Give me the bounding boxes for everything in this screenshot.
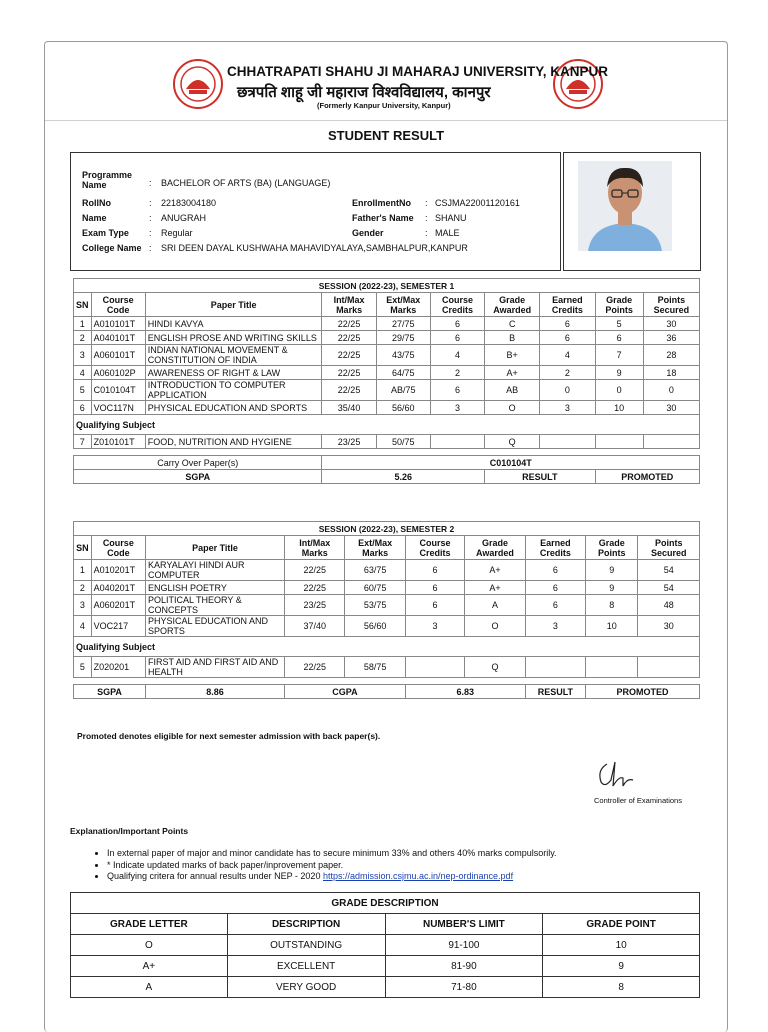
table-row: [74, 435, 700, 449]
table-cell: 0: [540, 380, 595, 401]
table-cell: INDIAN NATIONAL MOVEMENT & CONSTITUTION OF INDIA: [145, 345, 322, 366]
table-cell: A+: [465, 581, 525, 595]
table-cell: 2: [74, 331, 92, 345]
exam-type-value: Regular: [161, 228, 193, 238]
nep-ordinance-link[interactable]: https://admission.csjmu.ac.in/nep-ordinance.pdf: [322, 871, 514, 881]
grade-point-header: GRADE POINT: [543, 914, 700, 935]
table-cell: B+: [485, 345, 540, 366]
student-photo: [563, 152, 701, 271]
grade-cell: 91-100: [385, 935, 543, 956]
table-cell: C: [485, 317, 540, 331]
table-cell: 9: [586, 581, 638, 595]
table-cell: A+: [465, 560, 525, 581]
table-cell: 2: [74, 581, 92, 595]
table-cell: 6: [405, 560, 464, 581]
table-cell: 64/75: [376, 366, 430, 380]
table-cell: INTRODUCTION TO COMPUTER APPLICATION: [145, 380, 322, 401]
table-cell: PHYSICAL EDUCATION AND SPORTS: [146, 616, 285, 637]
table-cell: 7: [74, 435, 92, 449]
table-cell: 6: [74, 401, 92, 415]
table-cell: 4: [74, 616, 92, 637]
table-row: [74, 317, 700, 331]
grade-row: [71, 977, 700, 998]
university-seal-left-icon: [173, 59, 223, 109]
table-cell: A010101T: [91, 317, 145, 331]
grade-cell: 10: [543, 935, 700, 956]
table-row: [74, 657, 700, 678]
table-cell: 35/40: [322, 401, 376, 415]
table-cell: 6: [540, 317, 595, 331]
col-earned-credits: Earned Credits: [525, 536, 585, 560]
table-cell: 6: [405, 595, 464, 616]
result-page: [44, 41, 728, 1032]
col-earned-credits: Earned Credits: [540, 293, 595, 317]
table-cell: HINDI KAVYA: [145, 317, 322, 331]
table-cell: 56/60: [345, 616, 405, 637]
table-cell: ENGLISH PROSE AND WRITING SKILLS: [145, 331, 322, 345]
table-cell: [586, 657, 638, 678]
table-cell: A060102P: [91, 366, 145, 380]
point-item: • In external paper of major and minor candidate has to secure minimum 33% and others 40% marks compulsorily.: [107, 848, 707, 860]
table-cell: [638, 657, 700, 678]
description-header: DESCRIPTION: [227, 914, 385, 935]
col-grade-awarded: Grade Awarded: [485, 293, 540, 317]
table-cell: Z010101T: [91, 435, 145, 449]
table-cell: 22/25: [285, 657, 345, 678]
col-paper-title: Paper Title: [145, 293, 322, 317]
programme-label: Programme Name: [82, 170, 133, 190]
table-cell: 6: [540, 331, 595, 345]
table-cell: A+: [485, 366, 540, 380]
sem2-qualifying-label: Qualifying Subject: [74, 637, 700, 657]
sgpa-label: SGPA: [74, 685, 146, 699]
table-cell: 4: [430, 345, 484, 366]
university-header: [45, 42, 727, 121]
table-cell: 6: [525, 560, 585, 581]
grade-cell: A: [71, 977, 228, 998]
sem1-qualifying-label: Qualifying Subject: [74, 415, 700, 435]
table-cell: 43/75: [376, 345, 430, 366]
grade-letter-header: GRADE LETTER: [71, 914, 228, 935]
cgpa-value: 6.83: [405, 685, 525, 699]
table-cell: 3: [540, 401, 595, 415]
table-cell: AWARENESS OF RIGHT & LAW: [145, 366, 322, 380]
table-cell: 22/25: [285, 581, 345, 595]
enrollment-value: CSJMA22001120161: [435, 198, 520, 208]
table-cell: 58/75: [345, 657, 405, 678]
col-grade-points: Grade Points: [586, 536, 638, 560]
table-cell: FIRST AID AND FIRST AID AND HEALTH: [146, 657, 285, 678]
table-cell: B: [485, 331, 540, 345]
table-cell: 18: [643, 366, 699, 380]
table-cell: 3: [405, 616, 464, 637]
grade-cell: OUTSTANDING: [227, 935, 385, 956]
col-paper-title: Paper Title: [146, 536, 285, 560]
table-row: [74, 380, 700, 401]
table-cell: 29/75: [376, 331, 430, 345]
controller-of-examinations: Controller of Examinations: [594, 796, 682, 805]
student-portrait-icon: [564, 153, 700, 270]
semester-2-session: SESSION (2022-23), SEMESTER 2: [74, 522, 700, 536]
table-row: [74, 401, 700, 415]
table-cell: 2: [430, 366, 484, 380]
col-course-credits: Course Credits: [430, 293, 484, 317]
table-cell: 23/25: [322, 435, 376, 449]
result-value: PROMOTED: [586, 685, 700, 699]
table-cell: 6: [525, 595, 585, 616]
father-label: Father's Name: [352, 213, 414, 223]
col-course-code: Course Code: [91, 293, 145, 317]
signature-icon: [593, 758, 643, 794]
col-ext-marks: Ext/Max Marks: [345, 536, 405, 560]
table-cell: AB: [485, 380, 540, 401]
semester-1-table: [73, 278, 700, 484]
table-cell: 22/25: [322, 366, 376, 380]
table-cell: 9: [595, 366, 643, 380]
table-cell: 5: [74, 657, 92, 678]
university-former-name: (Formerly Kanpur University, Kanpur): [317, 101, 451, 110]
university-name-hindi: छत्रपति शाहू जी महाराज विश्वविद्यालय, कानपुर: [237, 84, 491, 101]
grade-cell: 81-90: [385, 956, 543, 977]
table-cell: 5: [595, 317, 643, 331]
table-cell: 22/25: [285, 560, 345, 581]
table-cell: [430, 435, 484, 449]
table-cell: O: [465, 616, 525, 637]
table-cell: 56/60: [376, 401, 430, 415]
programme-value: BACHELOR OF ARTS (BA) (LANGUAGE): [161, 178, 331, 188]
table-cell: 37/40: [285, 616, 345, 637]
table-cell: 3: [74, 345, 92, 366]
table-row: [74, 560, 700, 581]
result-label: RESULT: [525, 685, 585, 699]
table-cell: 6: [525, 581, 585, 595]
table-cell: 54: [638, 581, 700, 595]
promoted-note: Promoted denotes eligible for next semester admission with back paper(s).: [77, 731, 381, 741]
numbers-limit-header: NUMBER'S LIMIT: [385, 914, 543, 935]
roll-value: 22183004180: [161, 198, 217, 208]
table-cell: Q: [465, 657, 525, 678]
grade-cell: VERY GOOD: [227, 977, 385, 998]
table-cell: 28: [643, 345, 699, 366]
table-cell: 22/25: [322, 331, 376, 345]
col-points-secured: Points Secured: [638, 536, 700, 560]
table-cell: [540, 435, 595, 449]
table-row: [74, 581, 700, 595]
grade-cell: O: [71, 935, 228, 956]
point-item: • Qualifying critera for annual results under NEP - 2020 https://admission.csjmu.ac.in/nep-ordinance.pdf: [107, 871, 707, 883]
col-int-marks: Int/Max Marks: [322, 293, 376, 317]
table-cell: 54: [638, 560, 700, 581]
table-cell: [405, 657, 464, 678]
table-cell: 4: [540, 345, 595, 366]
col-sn: SN: [74, 536, 92, 560]
table-cell: 27/75: [376, 317, 430, 331]
table-cell: 3: [74, 595, 92, 616]
table-cell: POLITICAL THEORY & CONCEPTS: [146, 595, 285, 616]
table-cell: A040101T: [91, 331, 145, 345]
col-course-code: Course Code: [91, 536, 145, 560]
carry-over-value: C010104T: [322, 456, 700, 470]
table-cell: 6: [430, 331, 484, 345]
table-cell: 36: [643, 331, 699, 345]
table-row: [74, 366, 700, 380]
table-cell: A010201T: [91, 560, 145, 581]
table-cell: 6: [430, 317, 484, 331]
table-cell: C010104T: [91, 380, 145, 401]
table-cell: O: [485, 401, 540, 415]
table-cell: A060101T: [91, 345, 145, 366]
table-cell: 22/25: [322, 380, 376, 401]
grade-table-title: GRADE DESCRIPTION: [71, 893, 700, 914]
name-label: Name: [82, 213, 107, 223]
table-cell: [643, 435, 699, 449]
grade-row: [71, 935, 700, 956]
point-item: • * Indicate updated marks of back paper/inprovement paper.: [107, 860, 707, 872]
grade-cell: 9: [543, 956, 700, 977]
table-cell: A040201T: [91, 581, 145, 595]
col-course-credits: Course Credits: [405, 536, 464, 560]
table-cell: 48: [638, 595, 700, 616]
roll-label: RollNo: [82, 198, 111, 208]
table-cell: VOC117N: [91, 401, 145, 415]
table-cell: 22/25: [322, 345, 376, 366]
table-cell: FOOD, NUTRITION AND HYGIENE: [145, 435, 322, 449]
table-cell: 7: [595, 345, 643, 366]
college-value: SRI DEEN DAYAL KUSHWAHA MAHAVIDYALAYA,SAMBHALPUR,KANPUR: [161, 243, 468, 253]
table-cell: 30: [638, 616, 700, 637]
table-cell: 50/75: [376, 435, 430, 449]
grade-cell: A+: [71, 956, 228, 977]
table-cell: [525, 657, 585, 678]
table-row: [74, 616, 700, 637]
table-cell: Q: [485, 435, 540, 449]
exam-type-label: Exam Type: [82, 228, 129, 238]
table-cell: 6: [405, 581, 464, 595]
father-value: SHANU: [435, 213, 467, 223]
table-cell: VOC217: [91, 616, 145, 637]
col-sn: SN: [74, 293, 92, 317]
grade-cell: 8: [543, 977, 700, 998]
table-cell: 6: [430, 380, 484, 401]
table-cell: 5: [74, 380, 92, 401]
sgpa-value: 5.26: [322, 470, 485, 484]
col-grade-awarded: Grade Awarded: [465, 536, 525, 560]
table-cell: 10: [586, 616, 638, 637]
table-cell: 0: [643, 380, 699, 401]
table-cell: 30: [643, 401, 699, 415]
table-row: [74, 331, 700, 345]
table-cell: [595, 435, 643, 449]
table-cell: PHYSICAL EDUCATION AND SPORTS: [145, 401, 322, 415]
page-title: STUDENT RESULT: [327, 128, 445, 143]
enrollment-label: EnrollmentNo: [352, 198, 412, 208]
table-cell: 3: [525, 616, 585, 637]
table-cell: 63/75: [345, 560, 405, 581]
table-cell: KARYALAYI HINDI AUR COMPUTER: [146, 560, 285, 581]
semester-2-table: [73, 521, 700, 699]
result-value: PROMOTED: [595, 470, 699, 484]
gender-value: MALE: [435, 228, 460, 238]
semester-1-session: SESSION (2022-23), SEMESTER 1: [74, 279, 700, 293]
col-ext-marks: Ext/Max Marks: [376, 293, 430, 317]
table-cell: 0: [595, 380, 643, 401]
table-cell: 22/25: [322, 317, 376, 331]
result-label: RESULT: [485, 470, 595, 484]
table-cell: 2: [540, 366, 595, 380]
grade-cell: EXCELLENT: [227, 956, 385, 977]
table-cell: 4: [74, 366, 92, 380]
col-grade-points: Grade Points: [595, 293, 643, 317]
grade-row: [71, 956, 700, 977]
cgpa-label: CGPA: [285, 685, 406, 699]
table-cell: Z020201: [91, 657, 145, 678]
table-cell: 23/25: [285, 595, 345, 616]
table-cell: ENGLISH POETRY: [146, 581, 285, 595]
table-cell: A: [465, 595, 525, 616]
table-cell: 9: [586, 560, 638, 581]
col-points-secured: Points Secured: [643, 293, 699, 317]
college-label: College Name: [82, 243, 142, 253]
table-cell: 53/75: [345, 595, 405, 616]
col-int-marks: Int/Max Marks: [285, 536, 345, 560]
table-cell: 6: [595, 331, 643, 345]
table-cell: 1: [74, 317, 92, 331]
grade-description-table: [70, 892, 700, 998]
table-cell: 30: [643, 317, 699, 331]
name-value: ANUGRAH: [161, 213, 207, 223]
sgpa-label: SGPA: [74, 470, 322, 484]
table-cell: 8: [586, 595, 638, 616]
university-name-english: CHHATRAPATI SHAHU JI MAHARAJ UNIVERSITY, KANPUR: [227, 64, 609, 79]
table-cell: 3: [430, 401, 484, 415]
gender-label: Gender: [352, 228, 384, 238]
important-points-list: [85, 848, 707, 883]
table-row: [74, 595, 700, 616]
table-cell: 10: [595, 401, 643, 415]
table-row: [74, 345, 700, 366]
sgpa-value: 8.86: [146, 685, 285, 699]
student-info-box: Programme Name : BACHELOR OF ARTS (BA) (LANGUAGE) RollNo : 22183004180 EnrollmentNo : CSJMA22001120161 Name : ANUGRAH Father's Name : SHANU Exam Type : Regular Gender : MALE College Name : SRI DEEN DAYAL KUSHWAHA MAHAVIDYALAYA,SAMBHALPUR,KANPUR: [70, 152, 561, 271]
table-cell: 1: [74, 560, 92, 581]
table-cell: AB/75: [376, 380, 430, 401]
carry-over-label: Carry Over Paper(s): [74, 456, 322, 470]
table-cell: A060201T: [91, 595, 145, 616]
grade-cell: 71-80: [385, 977, 543, 998]
table-cell: 60/75: [345, 581, 405, 595]
explanation-title: Explanation/Important Points: [70, 826, 189, 836]
